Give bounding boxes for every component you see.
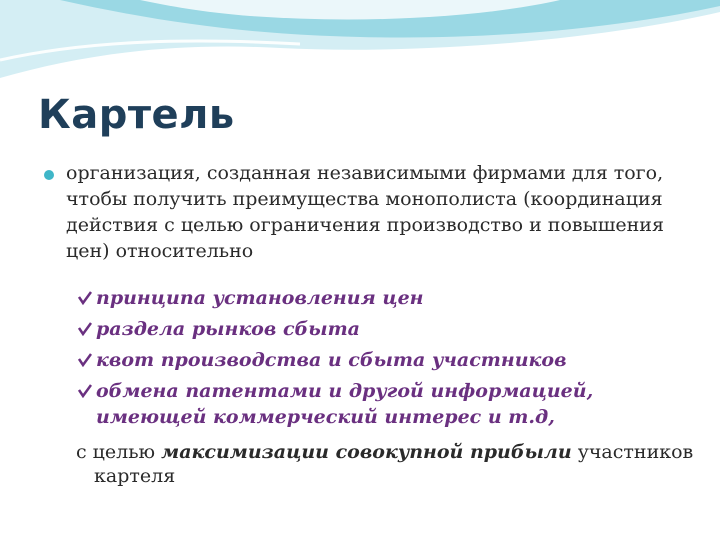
check-bullet-icon [78, 353, 92, 367]
definition-text: организация, созданная независимыми фирмами для того, чтобы получить преимущества монополиста (координация действия с целью ограничения производство и повышения цен) относительно [66, 162, 664, 262]
list-item [78, 347, 678, 373]
conclusion-text [76, 440, 696, 488]
conclusion-line2: картеля [94, 465, 176, 487]
conclusion-suffix: участников [571, 441, 694, 463]
decorative-header-waves [0, 0, 720, 80]
sub-item-text: принципа установления цен [96, 287, 424, 309]
list-item [78, 378, 678, 430]
sub-item-list [78, 285, 678, 435]
check-bullet-icon [78, 384, 92, 398]
list-item [78, 316, 678, 342]
check-bullet-icon [78, 291, 92, 305]
bullet-icon [44, 170, 54, 180]
conclusion-emphasis: максимизации совокупной прибыли [161, 441, 572, 463]
check-bullet-icon [78, 322, 92, 336]
list-item [78, 285, 678, 311]
sub-item-text: обмена патентами и другой информацией, имеющей коммерческий интерес и т.д, [96, 380, 594, 428]
sub-item-text: квот производства и сбыта участников [96, 349, 567, 371]
sub-item-text: раздела рынков сбыта [96, 318, 360, 340]
conclusion-prefix: с целью [76, 441, 162, 463]
slide-title: Картель [38, 92, 235, 138]
